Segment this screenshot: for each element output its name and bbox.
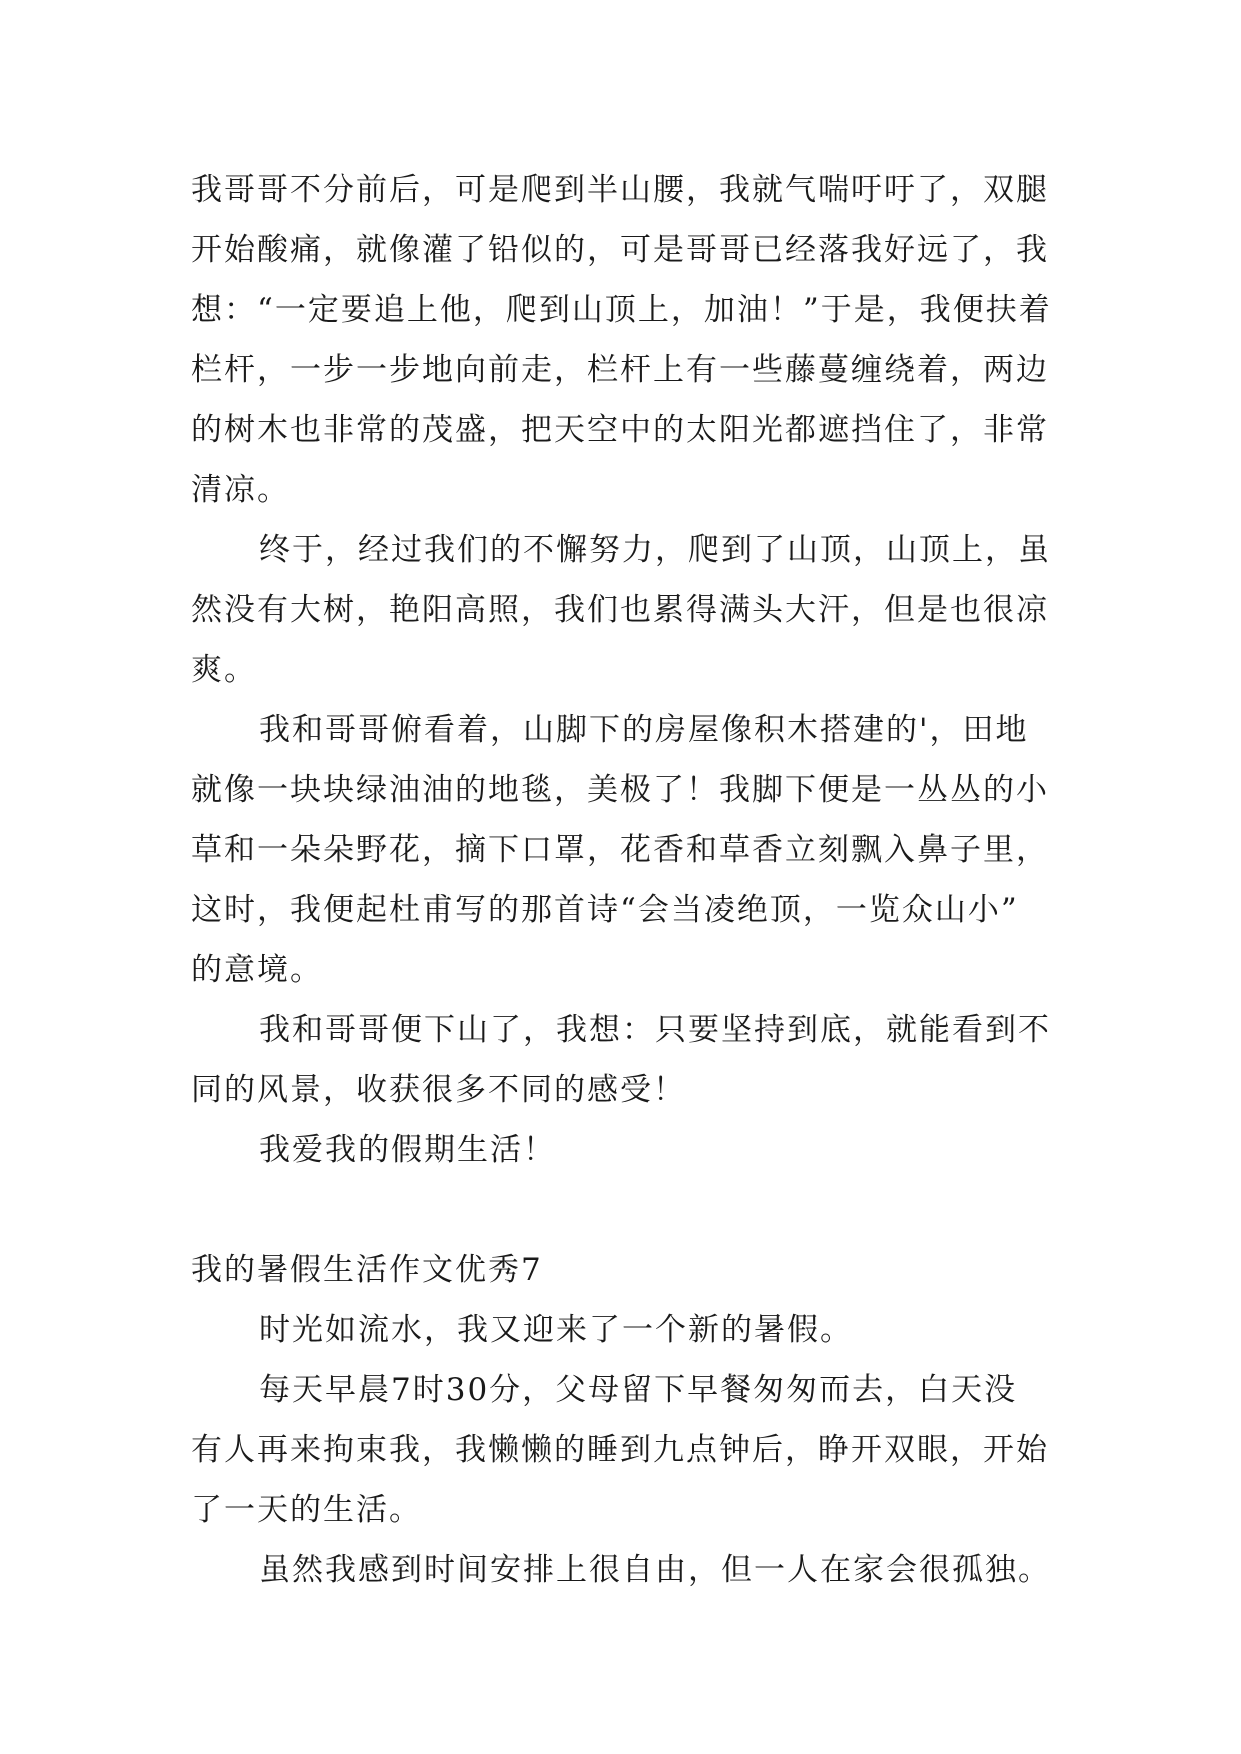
text-line: 我哥哥不分前后，可是爬到半山腰，我就气喘吁吁了，双腿 (191, 172, 1049, 208)
text-line: 开始酸痛，就像灌了铅似的，可是哥哥已经落我好远了，我 (191, 232, 1049, 268)
paragraph-start-line: 终于，经过我们的不懈努力，爬到了山顶，山顶上，虽 (259, 532, 1051, 568)
text-line: 的意境。 (191, 952, 323, 988)
text-line: 了一天的生活。 (191, 1492, 422, 1528)
paragraph-start-line: 我和哥哥便下山了，我想：只要坚持到底，就能看到不 (259, 1012, 1051, 1048)
paragraph-start-line: 虽然我感到时间安排上很自由，但一人在家会很孤独。 (259, 1552, 1051, 1588)
text-line: 草和一朵朵野花，摘下口罩，花香和草香立刻飘入鼻子里， (191, 832, 1049, 868)
text-line: 有人再来拘束我，我懒懒的睡到九点钟后，睁开双眼，开始 (191, 1432, 1049, 1468)
blank-line (191, 1180, 1061, 1240)
text-line: 栏杆，一步一步地向前走，栏杆上有一些藤蔓缠绕着，两边 (191, 352, 1049, 388)
text-line: 就像一块块绿油油的地毯，美极了！我脚下便是一丛丛的小 (191, 772, 1049, 808)
text-line: 爽。 (191, 652, 257, 688)
text-line: 清凉。 (191, 472, 290, 508)
document-body (191, 160, 1061, 1600)
section-heading: 我的暑假生活作文优秀7 (191, 1252, 543, 1288)
paragraph-start-line: 我爱我的假期生活！ (259, 1132, 556, 1168)
paragraph-start-line: 时光如流水，我又迎来了一个新的暑假。 (259, 1312, 853, 1348)
paragraph-start-line: 我和哥哥俯看着，山脚下的房屋像积木搭建的'，田地 (259, 712, 1029, 748)
text-line: 的树木也非常的茂盛，把天空中的太阳光都遮挡住了，非常 (191, 412, 1049, 448)
text-line: 同的风景，收获很多不同的感受！ (191, 1072, 686, 1108)
text-line: 这时，我便起杜甫写的那首诗“会当凌绝顶，一览众山小” (191, 892, 1019, 928)
text-line: 然没有大树，艳阳高照，我们也累得满头大汗，但是也很凉 (191, 592, 1049, 628)
text-line: 想：“一定要追上他，爬到山顶上，加油！”于是，我便扶着 (191, 292, 1052, 328)
paragraph-start-line: 每天早晨7时30分，父母留下早餐匆匆而去，白天没 (259, 1372, 1018, 1408)
